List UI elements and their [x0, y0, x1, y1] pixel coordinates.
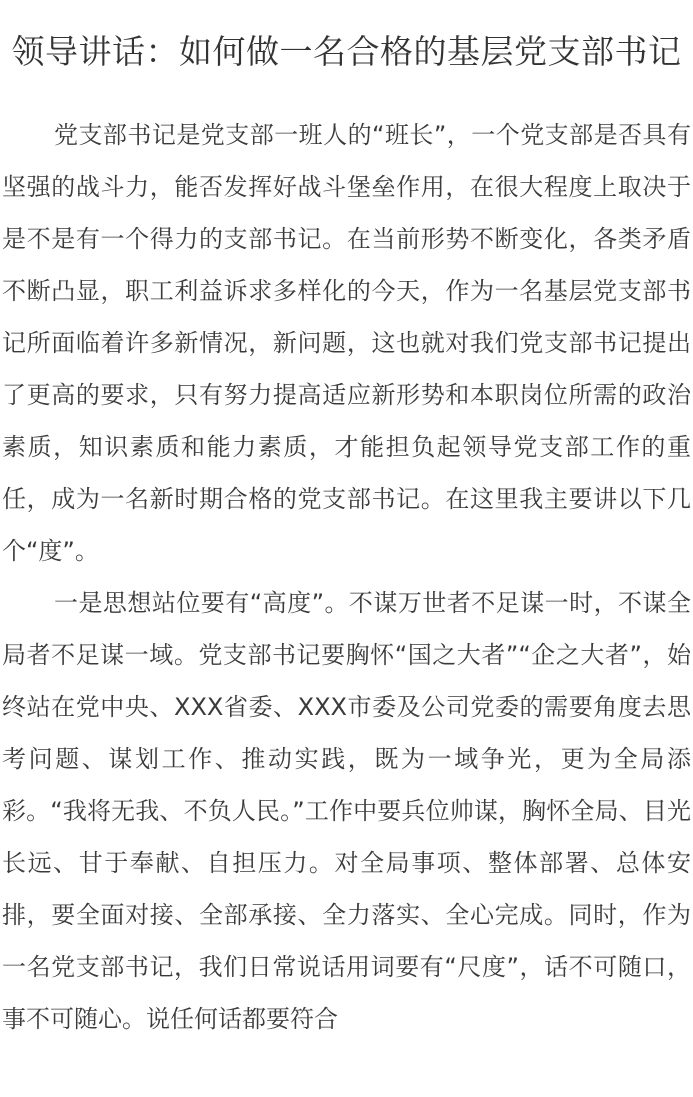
article-title: 领导讲话：如何做一名合格的基层党支部书记	[11, 32, 682, 71]
paragraph-intro: 党支部书记是党支部一班人的“班长”，一个党支部是否具有坚强的战斗力，能否发挥好战斗堡垒作用，在很大程度上取决于是不是有一个得力的支部书记。在当前形势不断变化，各类矛盾不断凸显，职工利益诉求多样化的今天，作为一名基层党支部书记所面临着许多新情况，新问题，这也就对我们党支部书记提出了更高的要求，只有努力提高适应新形势和本职岗位所需的政治素质，知识素质和能力素质，才能担负起领导党支部工作的重任，成为一名新时期合格的党支部书记。在这里我主要讲以下几个“度”。	[2, 121, 691, 565]
paragraph-height: 一是思想站位要有“高度”。不谋万世者不足谋一时，不谋全局者不足谋一域。党支部书记要胸怀“国之大者”“企之大者”，始终站在党中央、XXX省委、XXX市委及公司党委的需要角度去思考问题、谋划工作、推动实践，既为一域争光，更为全局添彩。“我将无我、不负人民。”工作中要兵位帅谋，胸怀全局、目光长远、甘于奉献、自担压力。对全局事项、整体部署、总体安排，要全面对接、全部承接、全力落实、全心完成。同时，作为一名党支部书记，我们日常说话用词要有“尺度”，话不可随口，事不可随心。说任何话都要符合	[2, 589, 691, 1033]
article-body	[0, 109, 693, 1045]
